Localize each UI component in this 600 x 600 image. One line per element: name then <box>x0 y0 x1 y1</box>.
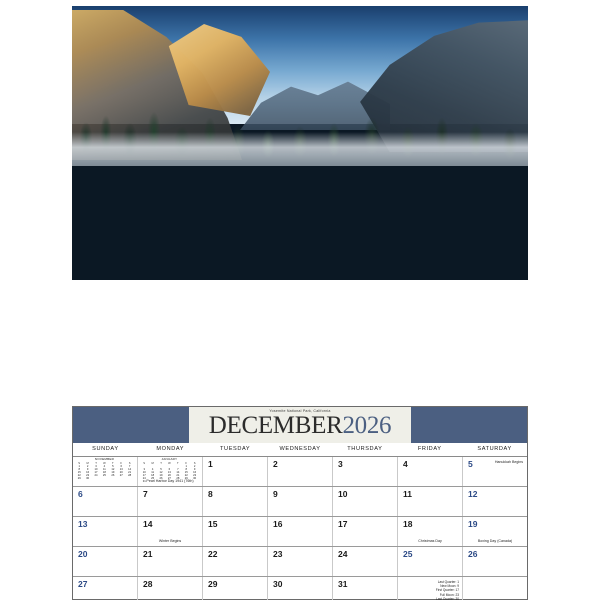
day-cell[interactable] <box>203 487 268 516</box>
day-cell[interactable] <box>73 517 138 546</box>
month-label: DECEMBER <box>208 412 343 439</box>
day-cell[interactable] <box>268 487 333 516</box>
dow-sunday: SUNDAY <box>92 446 119 452</box>
dow-thursday: THURSDAY <box>347 446 383 452</box>
day-event: Hanukkah Begins <box>494 460 523 464</box>
header-right-band <box>411 407 527 443</box>
day-cell[interactable] <box>73 457 138 486</box>
moon-phase-item: First Quarter: 17 <box>435 588 459 593</box>
day-number: 1 <box>208 459 213 469</box>
calendar-header <box>73 407 527 443</box>
day-number: 30 <box>273 579 283 589</box>
mini-month-table: S M T W T F S 1 2 3 4 5 6 7 8 9 10 11 12 13 14 15 16 17 18 19 20 21 22 23 24 25 26 27 28 29 30 <box>77 461 132 481</box>
page-title <box>189 412 411 440</box>
day-cell[interactable] <box>73 487 138 516</box>
day-number: 23 <box>273 549 283 559</box>
day-number: 2 <box>273 459 278 469</box>
day-number: 11 <box>403 489 412 499</box>
year-label: 2026 <box>342 412 392 439</box>
day-number: 17 <box>338 519 348 529</box>
day-cell[interactable] <box>73 577 138 600</box>
day-of-week-row <box>73 443 527 457</box>
day-cell[interactable] <box>333 457 398 486</box>
day-number: 3 <box>338 459 343 469</box>
day-cell[interactable] <box>203 517 268 546</box>
moon-phase-item: Last Quarter: 30 <box>435 596 459 600</box>
day-cell[interactable] <box>463 547 527 576</box>
day-number: 5 <box>468 459 473 469</box>
day-cell[interactable] <box>268 517 333 546</box>
day-number: 13 <box>78 519 88 529</box>
moon-phase-item: New Moon: 9 <box>440 584 459 589</box>
day-cell[interactable] <box>138 517 203 546</box>
dow-monday: MONDAY <box>156 446 185 452</box>
day-number: 29 <box>208 579 218 589</box>
calendar-week-row <box>73 487 527 517</box>
day-number: 20 <box>78 549 88 559</box>
day-cell[interactable] <box>203 547 268 576</box>
moon-phase-list <box>436 580 459 600</box>
day-cell[interactable] <box>268 547 333 576</box>
day-cell[interactable] <box>333 547 398 576</box>
calendar-grid <box>72 406 528 600</box>
day-cell[interactable] <box>333 577 398 600</box>
day-number: 14 <box>143 519 153 529</box>
calendar-week-row <box>73 517 527 547</box>
day-number: 10 <box>338 489 348 499</box>
dow-tuesday: TUESDAY <box>220 446 251 452</box>
dow-wednesday: WEDNESDAY <box>279 446 321 452</box>
day-cell[interactable] <box>463 487 527 516</box>
photo-credit: Yosemite National Park, California <box>269 409 331 413</box>
mini-month-table: S M T W T F S 1 2 3 4 5 6 7 8 9 10 11 12 13 14 15 16 17 18 19 20 21 22 23 24 25 26 27 28 29 30 31 <box>142 461 197 484</box>
calendar-week-row <box>73 577 527 600</box>
day-cell[interactable] <box>203 457 268 486</box>
header-title-area <box>189 407 411 443</box>
day-number: 24 <box>338 549 348 559</box>
moon-phase-item: Full Moon: 23 <box>439 592 459 597</box>
day-number: 15 <box>208 519 218 529</box>
day-number: 4 <box>403 459 408 469</box>
day-cell[interactable] <box>138 547 203 576</box>
mini-month-title: NOVEMBER <box>94 457 115 461</box>
day-cell[interactable] <box>398 547 463 576</box>
day-number: 16 <box>273 519 283 529</box>
day-cell[interactable] <box>268 457 333 486</box>
day-number: 31 <box>338 579 348 589</box>
moon-phase-item: Last Quarter: 1 <box>437 580 459 584</box>
day-number: 8 <box>208 489 213 499</box>
day-event: Pearl Harbor Day 1941 (76th) <box>146 479 194 484</box>
day-number: 18 <box>403 519 413 529</box>
day-cell[interactable] <box>138 457 203 486</box>
day-cell[interactable] <box>398 517 463 546</box>
photo-image <box>72 6 528 280</box>
day-cell[interactable] <box>333 517 398 546</box>
calendar-weeks <box>73 457 527 600</box>
photo-snow-bank <box>72 132 528 166</box>
day-cell[interactable] <box>333 487 398 516</box>
mini-month-title: JANUARY <box>161 457 178 461</box>
day-number: 9 <box>273 489 278 499</box>
day-cell[interactable] <box>138 487 203 516</box>
day-number: 27 <box>78 579 88 589</box>
day-number: 19 <box>468 519 478 529</box>
calendar-week-row <box>73 457 527 487</box>
header-left-band <box>73 407 189 443</box>
day-event: Christmas Day <box>418 539 442 544</box>
day-cell[interactable] <box>398 487 463 516</box>
day-cell[interactable] <box>73 547 138 576</box>
dow-saturday: SATURDAY <box>477 446 512 452</box>
day-number: 12 <box>468 489 478 499</box>
day-number: 21 <box>143 549 153 559</box>
day-cell[interactable] <box>463 517 527 546</box>
dow-friday: FRIDAY <box>417 446 442 452</box>
day-number: 28 <box>143 579 153 589</box>
calendar-week-row <box>73 547 527 577</box>
day-cell[interactable] <box>203 577 268 600</box>
day-number: 26 <box>468 549 478 559</box>
day-number: 22 <box>208 549 218 559</box>
day-event: Boxing Day (Canada) <box>477 539 513 544</box>
day-cell[interactable] <box>268 577 333 600</box>
photo-caption <box>72 272 528 277</box>
day-number: 7 <box>143 489 148 499</box>
day-cell[interactable] <box>463 457 527 486</box>
day-number: 6 <box>78 489 83 499</box>
mini-month-november <box>75 458 134 480</box>
day-cell[interactable] <box>398 577 463 600</box>
calendar-photo <box>72 6 528 280</box>
day-number: 25 <box>403 549 413 559</box>
day-cell[interactable] <box>138 577 203 600</box>
day-cell[interactable] <box>463 577 527 600</box>
day-cell[interactable] <box>398 457 463 486</box>
day-event: Winter Begins <box>158 539 182 544</box>
